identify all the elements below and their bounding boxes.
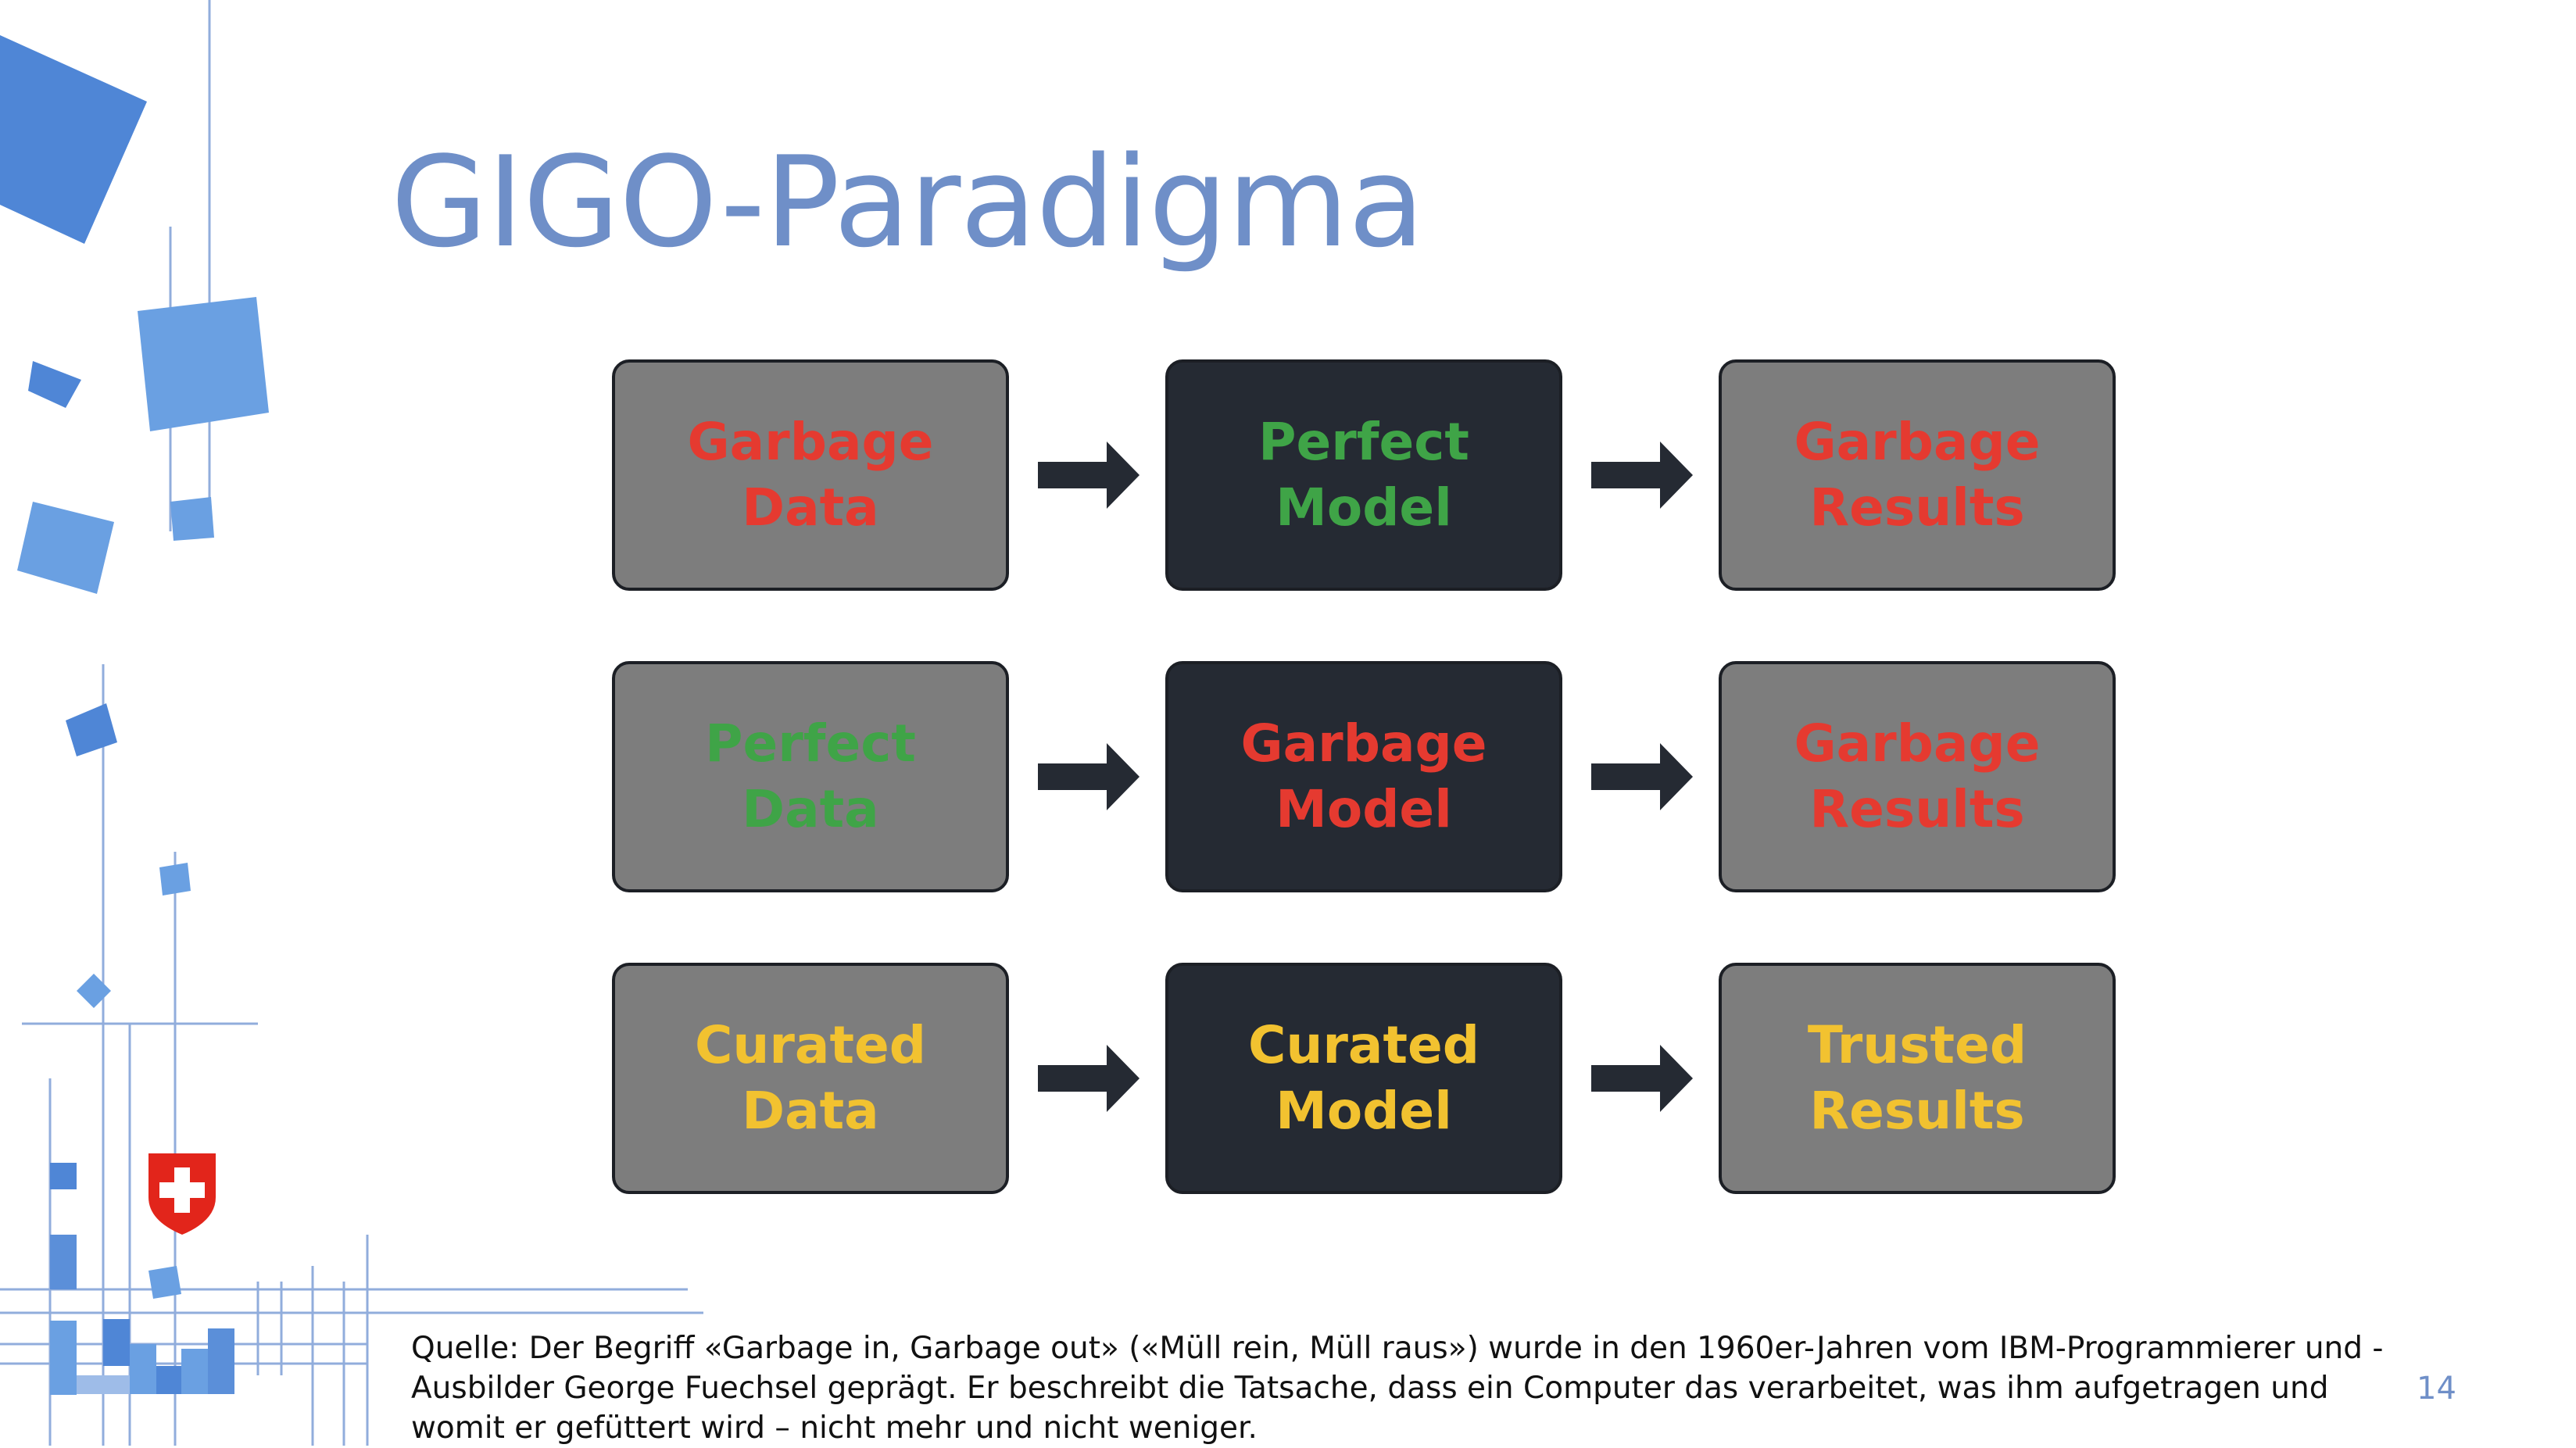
arrow-right-icon [1591,442,1693,509]
row1-model-box [1165,359,1562,591]
source-note: Quelle: Der Begriff «Garbage in, Garbage out» («Müll rein, Müll raus») wurde in den 1960er-Jahren vom IBM-Programmierer und -Ausbilder George Fuechsel geprägt. Er beschreibt die Tatsache, dass ein Computer das verarbeitet, was ihm aufgetragen und womit er gefüttert wird – nicht mehr und nicht weniger. [411,1331,2384,1446]
row2-data-box [612,661,1009,892]
slide-title: GIGO-Paradigma [391,129,1424,275]
row3-data-label: Curated Data [694,1015,927,1141]
row2-model-label: Garbage Model [1240,713,1487,839]
row1-result-label: Garbage Results [1794,412,2041,538]
arrow-right-icon [1038,743,1140,810]
page-number: 14 [2417,1371,2456,1407]
row3-model-label: Curated Model [1247,1015,1480,1141]
arrow-right-icon [1038,1045,1140,1112]
row1-data-box [612,359,1009,591]
arrow-right-icon [1038,442,1140,509]
row1-data-label: Garbage Data [687,412,934,538]
row2-data-label: Perfect Data [705,713,916,839]
row3-result-label: Trusted Results [1807,1015,2027,1141]
row2-model-box [1165,661,1562,892]
arrow-right-icon [1591,1045,1693,1112]
row2-result-box [1719,661,2116,892]
row2-result-label: Garbage Results [1794,713,2041,839]
swiss-coat-of-arms-icon [148,1153,216,1235]
row3-data-box [612,963,1009,1194]
arrow-right-icon [1591,743,1693,810]
row1-model-label: Perfect Model [1258,412,1469,538]
row3-model-box [1165,963,1562,1194]
row1-result-box [1719,359,2116,591]
row3-result-box [1719,963,2116,1194]
